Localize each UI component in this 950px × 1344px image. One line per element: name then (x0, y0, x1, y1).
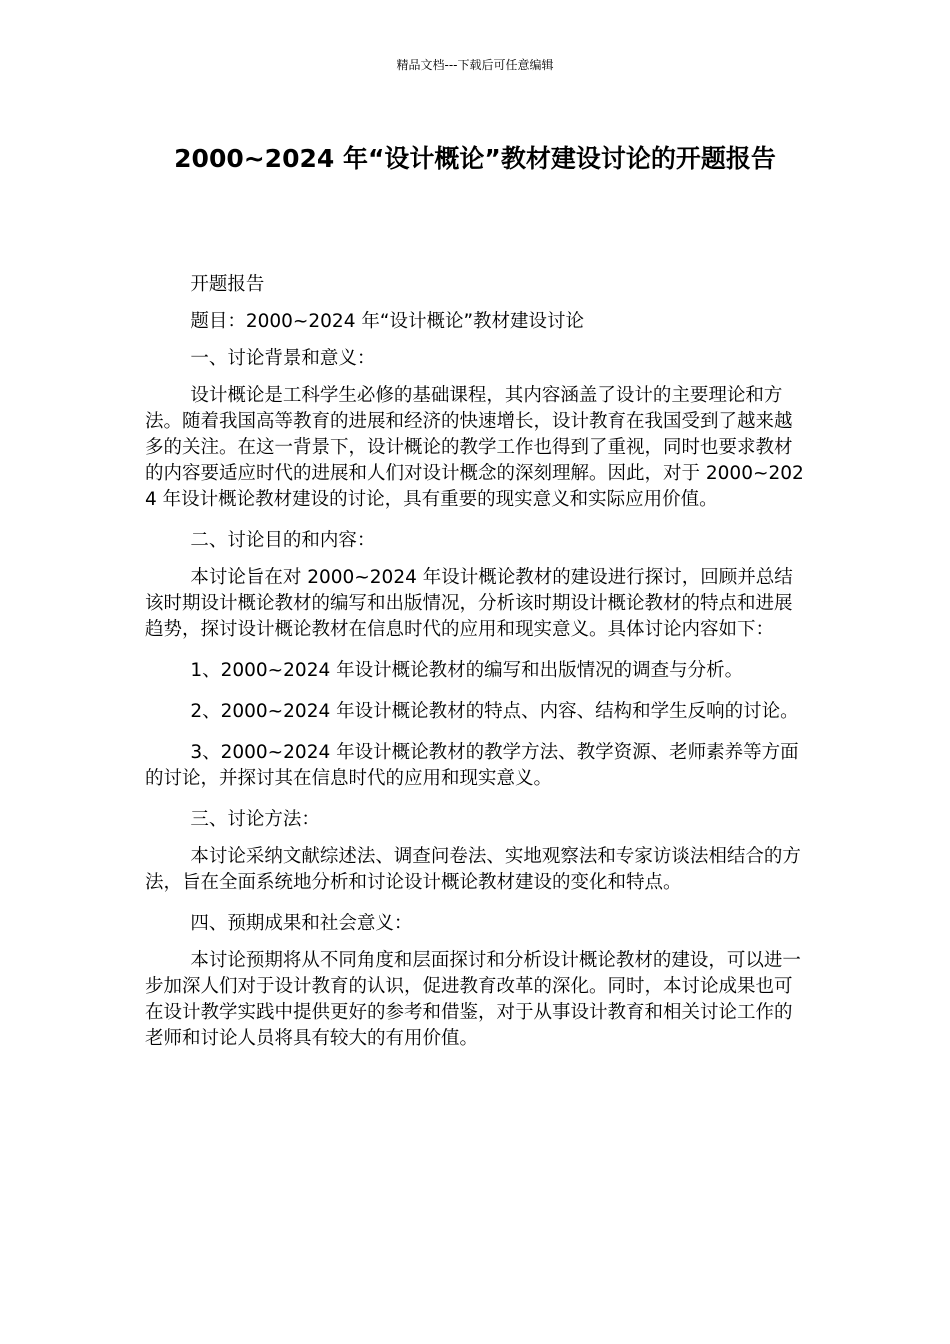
list-item-3: 3、2000~2024 年设计概论教材的教学方法、教学资源、老师素养等方面的讨论，并探讨其在信息时代的应用和现实意义。 (145, 742, 799, 789)
paragraph-purpose: 本讨论旨在对 2000~2024 年设计概论教材的建设进行探讨，回顾并总结该时期设计概论教材的编写和出版情况，分析该时期设计概论教材的特点和进展趋势，探讨设计概论教材在信息时代的应用和现实意义。具体讨论内容如下： (145, 567, 793, 640)
list-item-2: 2、2000~2024 年设计概论教材的特点、内容、结构和学生反响的讨论。 (190, 701, 799, 722)
document-body (145, 272, 809, 1067)
section-heading-methods: 三、讨论方法： (190, 809, 320, 830)
paragraph-methods: 本讨论采纳文献综述法、调查问卷法、实地观察法和专家访谈法相结合的方法，旨在全面系统地分析和讨论设计概论教材建设的变化和特点。 (145, 846, 801, 893)
paragraph-report-label: 开题报告 (190, 274, 265, 295)
document-title: 2000~2024 年“设计概论”教材建设讨论的开题报告 (174, 144, 776, 173)
page-header: 精品文档---下载后可任意编辑 (396, 58, 554, 72)
section-heading-background: 一、讨论背景和意义： (190, 348, 376, 369)
paragraph-background: 设计概论是工科学生必修的基础课程，其内容涵盖了设计的主要理论和方法。随着我国高等教育的进展和经济的快速增长，设计教育在我国受到了越来越多的关注。在这一背景下，设计概论的教学工作也得到了重视，同时也要求教材的内容要适应时代的进展和人们对设计概念的深刻理解。因此，对于 2000~2024 年设计概论教材建设的讨论，具有重要的现实意义和实际应用价值。 (145, 385, 804, 510)
paragraph-outcomes: 本讨论预期将从不同角度和层面探讨和分析设计概论教材的建设，可以进一步加深人们对于设计教育的认识，促进教育改革的深化。同时，本讨论成果也可在设计教学实践中提供更好的参考和借鉴，对于从事设计教育和相关讨论工作的老师和讨论人员将具有较大的有用价值。 (145, 950, 801, 1049)
paragraph-topic: 题目：2000~2024 年“设计概论”教材建设讨论 (190, 311, 585, 332)
section-heading-purpose: 二、讨论目的和内容： (190, 530, 376, 551)
list-item-1: 1、2000~2024 年设计概论教材的编写和出版情况的调查与分析。 (190, 660, 744, 681)
section-heading-outcomes: 四、预期成果和社会意义： (190, 913, 413, 934)
